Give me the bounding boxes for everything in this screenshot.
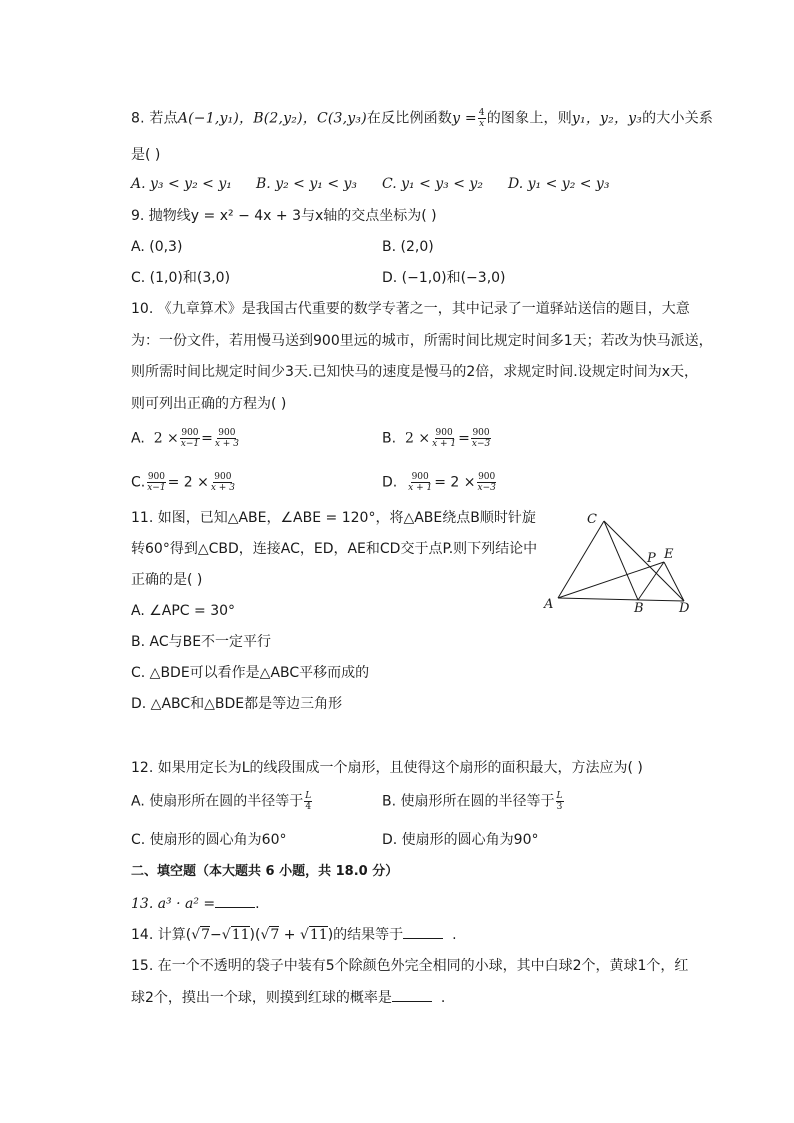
- frac-num: 900: [435, 428, 453, 438]
- q11-geometry-figure: [540, 508, 700, 620]
- q8-stem-line2: 是( ): [131, 147, 161, 163]
- q8-text-c: 的图象上，则: [486, 110, 572, 127]
- q10-option-c: [131, 472, 237, 493]
- q9-option-d: D. (−1,0)和(−3,0): [382, 270, 506, 286]
- q12-option-c: C. 使扇形的圆心角为60°: [131, 832, 287, 848]
- fraction: [146, 472, 166, 493]
- q12-option-a: [131, 791, 313, 812]
- q10-stem-line1: 10. 《九章算术》是我国古代重要的数学专著之一，其中记录了一道驿站送信的题目，大意: [131, 301, 690, 317]
- frac-den: 4: [305, 802, 312, 812]
- q13-expression: 13. a³ · a² =: [131, 896, 216, 912]
- frac-den: x + 1: [432, 439, 457, 449]
- q10-option-a: [131, 428, 241, 449]
- fraction: [471, 428, 491, 449]
- option-label: B.: [382, 430, 397, 447]
- frac-num: 900: [214, 472, 232, 482]
- q8-option-a: A. y₃ < y₂ < y₁: [131, 176, 232, 192]
- eq-prefix: 2 ×: [153, 430, 179, 447]
- sqrt-11: √11: [299, 927, 328, 943]
- answer-blank[interactable]: [215, 893, 255, 908]
- q13: [131, 893, 260, 914]
- frac-num: 900: [181, 428, 199, 438]
- option-text: A. 使扇形所在圆的半径等于: [131, 793, 304, 810]
- q15-line1: 15. 在一个不透明的袋子中装有5个除颜色外完全相同的小球，其中白球2个，黄球1个，红: [131, 958, 689, 974]
- q11-option-b: B. AC与BE不一定平行: [131, 634, 272, 650]
- frac-num: 900: [218, 428, 236, 438]
- frac-den: x−1: [147, 483, 166, 493]
- segment-ED: [664, 562, 684, 601]
- q8-vars: y₁，y₂，y₃: [571, 110, 643, 127]
- q11-stem-line3: 正确的是( ): [131, 572, 203, 588]
- plus-sign: +: [279, 927, 300, 943]
- q11-option-a: A. ∠APC = 30°: [131, 603, 236, 619]
- q8-stem-line1: [131, 108, 713, 129]
- frac-num: 900: [472, 428, 490, 438]
- q14-tail: )的结果等于: [327, 927, 404, 943]
- q8-frac-den: x: [479, 119, 485, 129]
- q10-option-b: [382, 428, 492, 449]
- q15-line2: [131, 987, 445, 1008]
- q11-option-d: D. △ABC和△BDE都是等边三角形: [131, 696, 343, 712]
- fraction: [180, 428, 200, 449]
- fraction: [304, 791, 312, 812]
- q15-period: .: [440, 990, 446, 1006]
- frac-num: L: [305, 791, 312, 801]
- q8-func-lhs: y =: [452, 110, 477, 127]
- q8-text-d: 的大小关系: [642, 110, 714, 127]
- fraction: [407, 472, 433, 493]
- label-E: E: [664, 547, 674, 562]
- radicand: 7: [201, 927, 211, 943]
- q8-points: A(−1,y₁)，B(2,y₂)，C(3,y₃): [177, 110, 367, 127]
- q8-option-c: C. y₁ < y₃ < y₂: [382, 176, 483, 192]
- label-A: A: [544, 597, 554, 612]
- q10-stem-line2: 为：一份文件，若用慢马送到900里远的城市，所需时间比规定时间多1天；若改为快马派送，: [131, 333, 713, 349]
- answer-blank[interactable]: [403, 924, 443, 939]
- q8-option-d: D. y₁ < y₂ < y₃: [508, 176, 610, 192]
- label-D: D: [679, 601, 690, 616]
- sqrt-7: √7: [191, 927, 211, 943]
- eq-mid: = 2 ×: [167, 474, 209, 491]
- option-label: D.: [382, 474, 398, 491]
- sqrt-11: √11: [221, 927, 250, 943]
- q9-option-c: C. (1,0)和(3,0): [131, 270, 231, 286]
- eq-mid: = 2 ×: [434, 474, 476, 491]
- fraction: [477, 472, 497, 493]
- radicand: 11: [231, 927, 250, 943]
- q10-stem-line3: 则所需时间比规定时间少3天.已知快马的速度是慢马的2倍，求规定时间.设规定时间为x天，: [131, 364, 698, 380]
- radicand: 11: [309, 927, 328, 943]
- segment-CB: [604, 521, 638, 600]
- minus-sign: −: [210, 927, 222, 943]
- q11-stem-line2: 转60°得到△CBD，连接AC，ED，AE和CD交于点P.则下列结论中: [131, 541, 538, 557]
- option-text: B. 使扇形所在圆的半径等于: [382, 793, 555, 810]
- q12-stem: 12. 如果用定长为L的线段围成一个扇形，且使得这个扇形的面积最大，方法应为( ): [131, 760, 643, 776]
- frac-den: x−3: [471, 439, 491, 449]
- frac-den: x + 3: [214, 439, 239, 449]
- q8-frac-num: 4: [478, 108, 485, 118]
- sqrt-7: √7: [260, 927, 280, 943]
- frac-num: 900: [411, 472, 429, 482]
- q11-option-c: C. △BDE可以看作是△ABC平移而成的: [131, 665, 370, 681]
- frac-den: x−3: [477, 483, 496, 493]
- fraction: [214, 428, 240, 449]
- segment-AD: [558, 598, 684, 601]
- q8-fraction: [478, 108, 486, 129]
- q8-intro: 8. 若点: [131, 110, 178, 127]
- eq-mid: =: [201, 430, 213, 447]
- q14-period: .: [452, 927, 457, 943]
- fraction: [431, 428, 457, 449]
- q14-intro: 14. 计算(: [131, 927, 192, 943]
- frac-num: L: [556, 791, 563, 801]
- radicand: 7: [270, 927, 280, 943]
- q8-text-b: 在反比例函数: [366, 110, 453, 127]
- option-label: A.: [131, 430, 145, 447]
- q12-option-b: [382, 791, 565, 812]
- paren-mid: )(: [249, 927, 261, 943]
- eq-prefix: 2 ×: [404, 430, 431, 447]
- segment-AE: [558, 562, 664, 598]
- fraction: [556, 791, 564, 812]
- q11-stem-line1: 11. 如图，已知△ABE，∠ABE = 120°，将△ABE绕点B顺时针旋: [131, 510, 536, 526]
- answer-blank[interactable]: [392, 987, 432, 1002]
- q14: [131, 924, 457, 945]
- eq-mid: =: [458, 430, 470, 447]
- label-C: C: [587, 512, 597, 527]
- q8-option-b: B. y₂ < y₁ < y₃: [256, 176, 358, 192]
- frac-den: x + 1: [408, 483, 433, 493]
- q10-stem-line4: 则可列出正确的方程为( ): [131, 396, 287, 412]
- frac-den: 3: [556, 802, 563, 812]
- label-B: B: [634, 601, 644, 616]
- q12-option-d: D. 使扇形的圆心角为90°: [382, 832, 539, 848]
- segment-AC: [558, 521, 604, 598]
- q9-option-b: B. (2,0): [382, 239, 434, 255]
- q13-period: .: [255, 896, 260, 912]
- frac-num: 900: [147, 472, 165, 482]
- frac-num: 900: [478, 472, 496, 482]
- q15-text: 球2个，摸出一个球，则摸到红球的概率是: [131, 990, 392, 1006]
- label-P: P: [647, 551, 656, 566]
- q9-option-a: A. (0,3): [131, 239, 183, 255]
- option-label: C.: [131, 474, 146, 491]
- q9-stem: 9. 抛物线y = x² − 4x + 3与x轴的交点坐标为( ): [131, 208, 437, 224]
- fraction: [210, 472, 236, 493]
- q10-option-d: [382, 472, 498, 493]
- section-heading: 二、填空题（本大题共 6 小题，共 18.0 分）: [131, 864, 399, 879]
- frac-den: x−1: [180, 439, 200, 449]
- frac-den: x + 3: [210, 483, 235, 493]
